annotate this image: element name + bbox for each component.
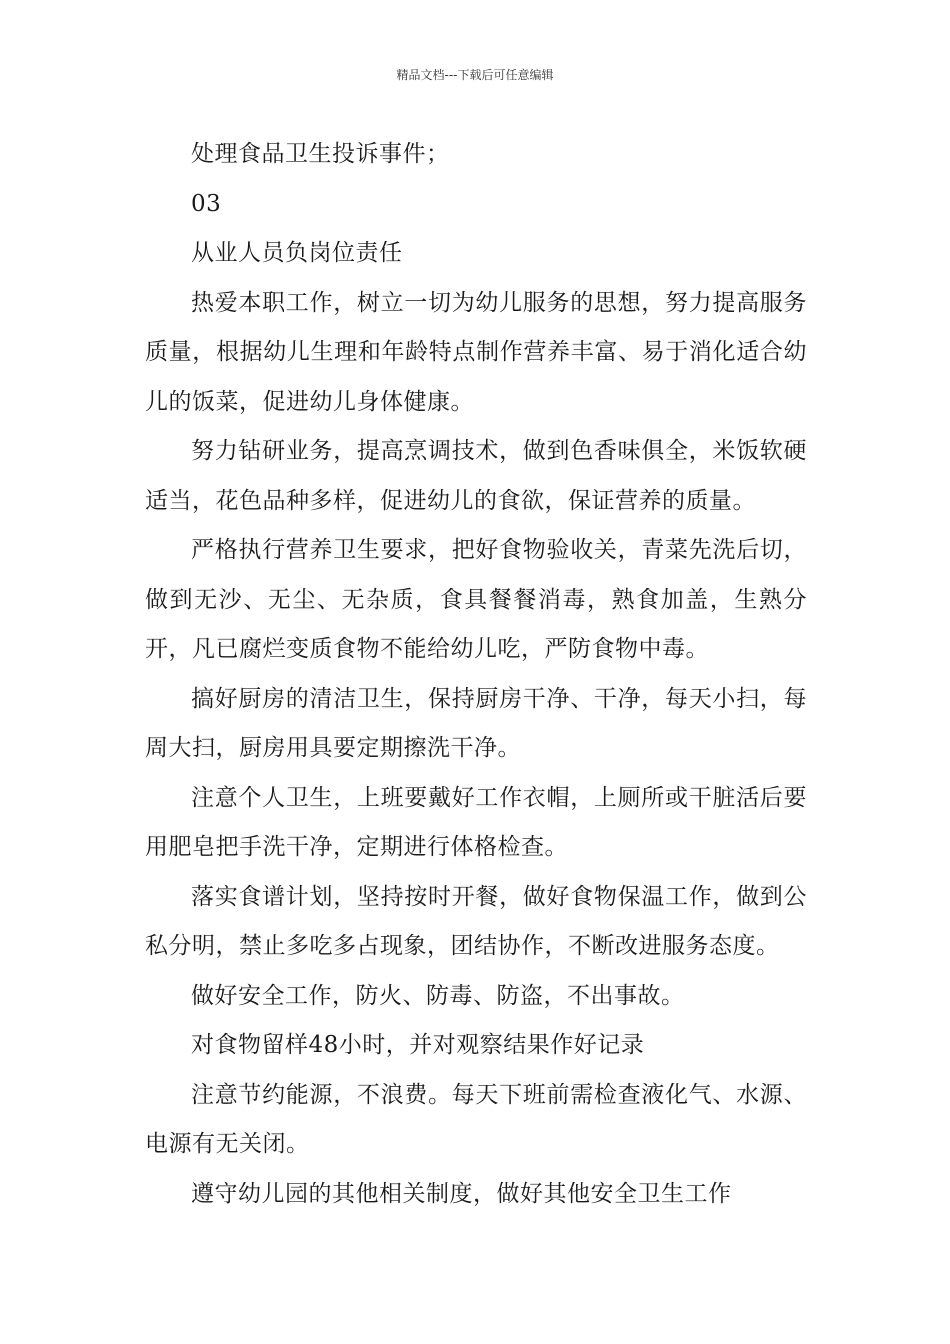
paragraph-other-rules: 遵守幼儿园的其他相关制度，做好其他安全卫生工作 [191, 1180, 732, 1207]
paragraph-kitchen-cleaning: 搞好厨房的清洁卫生，保持厨房干净、干净，每天小扫，每周大扫，厨房用具要定期擦洗干净。 [145, 685, 807, 761]
paragraph-cooking-skills: 努力钻研业务，提高烹调技术，做到色香味俱全，米饭软硬适当，花色品种多样，促进幼儿的食欲，保证营养的质量。 [145, 438, 807, 514]
paragraph-safety: 做好安全工作，防火、防毒、防盗，不出事故。 [191, 982, 685, 1009]
paragraph-personal-hygiene: 注意个人卫生，上班要戴好工作衣帽，上厕所或干脏活后要用肥皂把手洗干净，定期进行体格检查。 [145, 784, 807, 860]
paragraph-hygiene-requirements: 严格执行营养卫生要求，把好食物验收关，青菜先洗后切，做到无沙、无尘、无杂质，食具餐餐消毒，熟食加盖，生熟分开，凡已腐烂变质食物不能给幼儿吃，严防食物中毒。 [145, 537, 807, 662]
paragraph-energy-saving: 注意节约能源，不浪费。每天下班前需检查液化气、水源、电源有无关闭。 [145, 1081, 807, 1157]
paragraph-love-work: 热爱本职工作，树立一切为幼儿服务的思想，努力提高服务质量，根据幼儿生理和年龄特点制作营养丰富、易于消化适合幼儿的饭菜，促进幼儿身体健康。 [145, 289, 807, 415]
page-header: 精品文档---下载后可任意编辑 [396, 68, 554, 82]
paragraph-menu-plan: 落实食谱计划，坚持按时开餐，做好食物保温工作，做到公私分明，禁止多吃多占现象，团结协作，不断改进服务态度。 [145, 883, 807, 959]
paragraph-food-samples: 对食物留样48小时，并对观察结果作好记录 [191, 1032, 645, 1058]
paragraph-food-complaints: 处理食品卫生投诉事件； [191, 141, 450, 167]
section-number: 03 [191, 190, 222, 217]
section-heading: 从业人员负岗位责任 [191, 240, 403, 266]
document-body [145, 130, 807, 1219]
